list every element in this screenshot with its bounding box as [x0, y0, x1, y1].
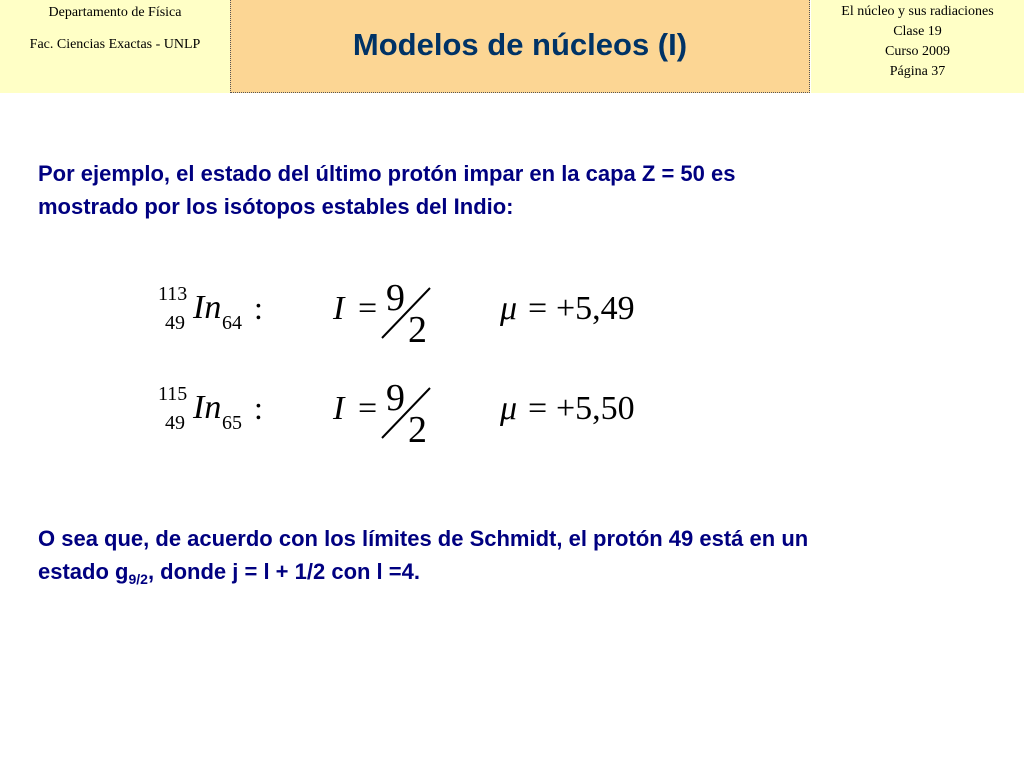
conclusion-paragraph: [38, 522, 938, 596]
orbital-subscript: 9/2: [128, 571, 148, 587]
equals-sign: =: [358, 290, 378, 327]
atomic-number: 49: [165, 412, 185, 434]
mass-number: 115: [158, 383, 188, 405]
spin-variable: I: [333, 390, 345, 427]
colon: :: [254, 290, 263, 326]
header-left-panel: [0, 0, 230, 93]
class-label: Clase 19: [893, 24, 942, 39]
mass-number: 113: [158, 283, 188, 305]
conclusion-line-1: O sea que, de acuerdo con los límites de Schmidt, el protón 49 está en un: [38, 526, 809, 551]
conclusion-text-b: , donde j = l + 1/2 con l =4.: [147, 559, 420, 584]
header-title-panel: [230, 0, 810, 93]
intro-line-2: mostrado por los isótopos estables del Indio:: [38, 194, 514, 219]
equation-row-indium-113: [0, 277, 1024, 390]
spin-denominator: 2: [408, 309, 427, 351]
magnetic-moment-value: +5,50: [556, 390, 635, 427]
page-number-label: Página 37: [889, 64, 946, 79]
atomic-number: 49: [165, 312, 185, 334]
course-name-label: El núcleo y sus radiaciones: [841, 4, 994, 19]
spin-numerator: 9: [386, 277, 405, 319]
equation-row-indium-115: [0, 377, 1024, 490]
spin-denominator: 2: [408, 409, 427, 451]
intro-paragraph: [38, 157, 938, 223]
conclusion-text-a: estado g: [38, 559, 129, 584]
equals-sign: =: [528, 390, 548, 427]
equals-sign: =: [528, 290, 548, 327]
element-symbol: In: [193, 289, 222, 326]
department-label: Departamento de Física: [48, 5, 182, 20]
magnetic-moment-symbol: μ: [500, 290, 518, 327]
spin-numerator: 9: [386, 377, 405, 419]
element-symbol: In: [193, 389, 222, 426]
year-label: Curso 2009: [885, 44, 950, 59]
equals-sign: =: [358, 390, 378, 427]
neutron-number: 65: [222, 412, 242, 434]
conclusion-line-2: [38, 555, 938, 596]
magnetic-moment-value: +5,49: [556, 290, 635, 327]
faculty-label: Fac. Ciencias Exactas - UNLP: [29, 37, 201, 52]
neutron-number: 64: [222, 312, 242, 334]
slide-title: Modelos de núcleos (I): [352, 27, 688, 62]
colon: :: [254, 390, 263, 426]
spin-variable: I: [333, 290, 345, 327]
intro-line-1: Por ejemplo, el estado del último protón impar en la capa Z = 50 es: [38, 161, 736, 186]
magnetic-moment-symbol: μ: [500, 390, 518, 427]
header-right-panel: [811, 0, 1024, 93]
